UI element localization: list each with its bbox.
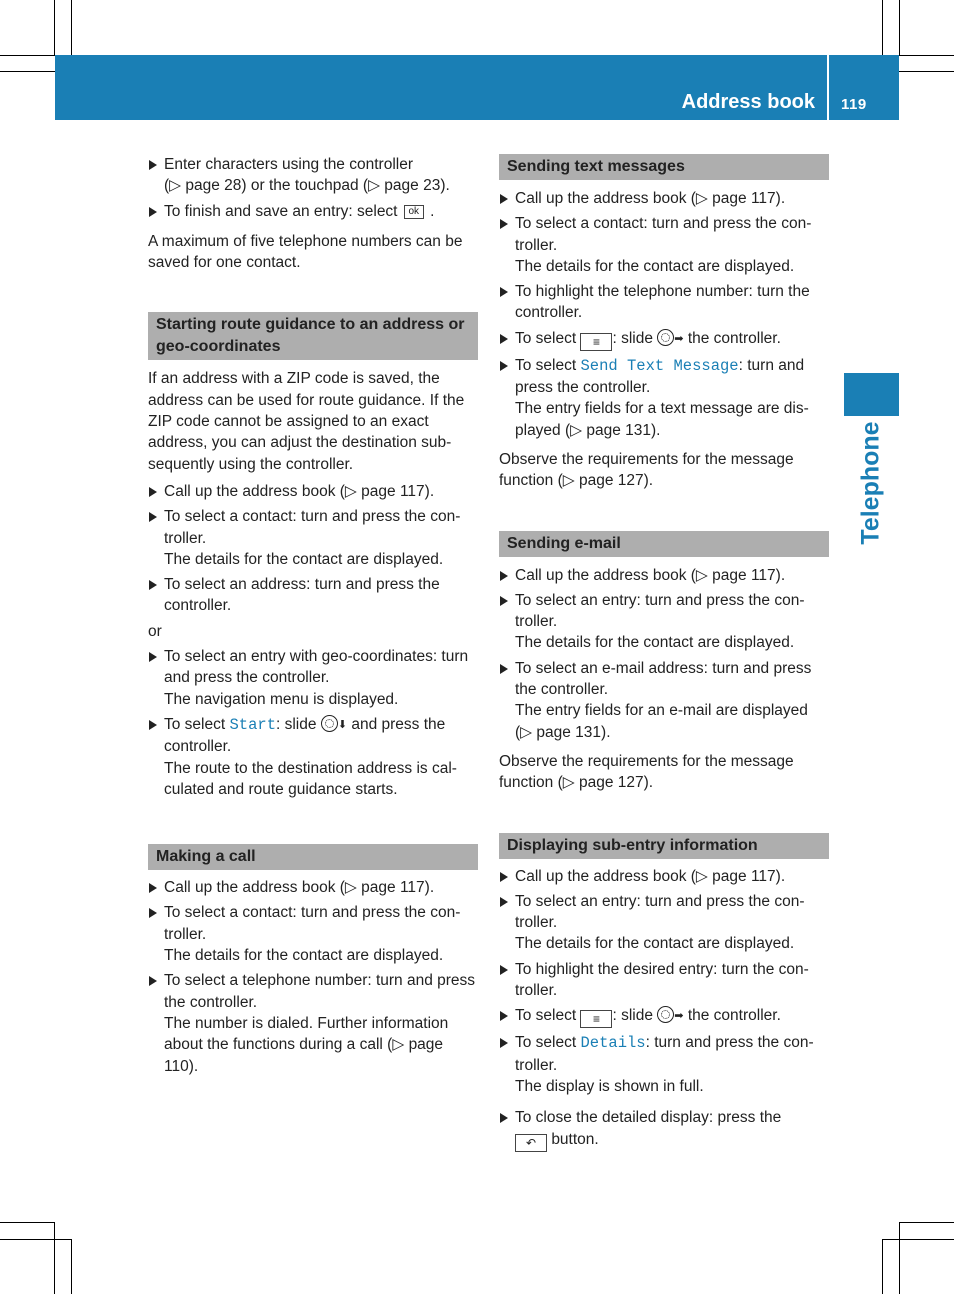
controller-icon [321, 715, 338, 732]
step-text: To highlight the desired entry: turn the con-troller. [515, 960, 809, 1000]
step-text: To select a contact: turn and press the con-troller. [164, 508, 461, 547]
right-column [499, 154, 829, 1152]
list-item [499, 188, 829, 209]
bullet-arrow-icon [500, 872, 508, 882]
page-header [55, 55, 899, 120]
list-item [148, 574, 478, 617]
crop-mark [0, 1239, 71, 1240]
step-text: : slide [612, 329, 653, 347]
list-item [148, 201, 478, 222]
paragraph: A maximum of five telephone numbers can be saved for one contact. [148, 232, 463, 272]
list-item [148, 481, 478, 502]
step-text: To select an e-mail address: turn and press the controller. [515, 659, 812, 699]
step-text: Call up the address book (▷ page 117). [515, 867, 786, 885]
list-item [148, 902, 478, 966]
list-item [499, 891, 829, 955]
menu-item-code: Details [580, 1034, 646, 1053]
section-heading: Sending text messages [499, 154, 829, 180]
list-item [499, 866, 829, 887]
step-text: To select [515, 356, 577, 374]
bullet-arrow-icon [149, 720, 157, 730]
step-text: To select a contact: turn and press the con-troller. [515, 215, 812, 254]
bullet-arrow-icon [500, 194, 508, 204]
bullet-arrow-icon [500, 596, 508, 606]
ok-key-icon: ok [404, 205, 425, 219]
step-text: . [430, 202, 435, 220]
step-text: To select [515, 329, 577, 347]
step-text: To select an entry: turn and press the con-troller. [515, 591, 805, 631]
step-text: To close the detailed display: press the [515, 1109, 782, 1127]
crop-mark [899, 71, 954, 72]
crop-mark [0, 71, 55, 72]
step-subtext: The route to the destination address is cal-culated and route guidance starts. [164, 759, 457, 798]
bullet-arrow-icon [500, 219, 508, 229]
crop-mark [71, 0, 72, 55]
step-subtext: (▷ page 28) or the touchpad (▷ page 23). [164, 177, 450, 195]
list-item [499, 1032, 829, 1097]
crop-mark [54, 1222, 55, 1294]
bullet-arrow-icon [149, 976, 157, 986]
step-text: To select an entry: turn and press the con-troller. [515, 892, 805, 932]
list-item [148, 646, 478, 710]
step-text: To select [164, 715, 226, 733]
step-subtext: The entry fields for an e-mail are displayed (▷ page 131). [515, 702, 808, 741]
crop-mark [0, 1222, 55, 1223]
step-text: button. [551, 1130, 599, 1148]
crop-mark [882, 0, 883, 55]
bullet-arrow-icon [500, 664, 508, 674]
crop-mark [882, 1239, 954, 1240]
list-item [499, 590, 829, 654]
section-heading: Starting route guidance to an address or geo-coordinates [148, 312, 478, 360]
step-text: the controller. [687, 329, 781, 347]
list-item [499, 355, 829, 441]
step-text: Call up the address book (▷ page 117). [164, 879, 435, 897]
section-heading: Sending e-mail [499, 531, 829, 557]
menu-item-code: Start [229, 715, 276, 734]
side-tab-label: Telephone [856, 421, 885, 545]
page-number: 119 [841, 96, 867, 113]
list-item [499, 281, 829, 324]
step-text: To select [515, 1034, 577, 1052]
bullet-arrow-icon [500, 571, 508, 581]
controller-icon [657, 1006, 674, 1023]
bullet-arrow-icon [149, 883, 157, 893]
bullet-arrow-icon [500, 897, 508, 907]
step-subtext: The details for the contact are displayed. [515, 634, 795, 652]
list-item [148, 877, 478, 898]
crop-mark [899, 0, 900, 55]
side-tab [844, 373, 899, 416]
step-text: To select an address: turn and press the controller. [164, 576, 440, 615]
list-item [499, 959, 829, 1002]
menu-item-code: Send Text Message [580, 356, 739, 375]
crop-mark [71, 1239, 72, 1294]
bullet-arrow-icon [149, 580, 157, 590]
step-text: Call up the address book (▷ page 117). [515, 190, 786, 207]
step-subtext: The number is dialed. Further information about the functions during a call (▷ page 110). [164, 1014, 449, 1075]
controller-icon [657, 329, 674, 346]
paragraph: Observe the requirements for the message function (▷ page 127). [499, 752, 794, 792]
step-text: To select [515, 1007, 577, 1025]
step-text: and press the controller. [164, 715, 446, 756]
step-text: To select an entry with geo-coordinates: turn and press the controller. [164, 648, 469, 687]
list-item [499, 328, 829, 351]
bullet-arrow-icon [149, 652, 157, 662]
step-text: Call up the address book (▷ page 117). [164, 482, 435, 500]
step-text: To select a telephone number: turn and press the controller. [164, 972, 476, 1011]
step-subtext: The details for the contact are displayed. [164, 550, 444, 568]
step-text: To select a contact: turn and press the con-troller. [164, 904, 461, 943]
section-heading: Making a call [148, 844, 478, 870]
bullet-arrow-icon [149, 160, 157, 170]
step-text: Call up the address book (▷ page 117). [515, 566, 786, 584]
crop-mark [882, 1239, 883, 1294]
step-text: To highlight the telephone number: turn the controller. [515, 283, 810, 322]
step-subtext: The details for the contact are displayed. [164, 947, 444, 965]
or-text: or [148, 622, 162, 640]
list-item [148, 506, 478, 570]
list-item [499, 658, 829, 743]
list-item [148, 714, 478, 800]
arrow-right-icon: ➡ [674, 332, 684, 345]
phonebook-key-icon: ≡ [580, 1010, 612, 1028]
crop-mark [899, 1222, 954, 1223]
bullet-arrow-icon [500, 334, 508, 344]
arrow-down-icon: ⬇ [337, 718, 348, 731]
step-text: Enter characters using the controller [164, 156, 413, 173]
step-text: the controller. [687, 1007, 781, 1025]
crop-mark [899, 1222, 900, 1294]
step-text: : slide [612, 1007, 653, 1025]
list-item [499, 1107, 829, 1151]
step-subtext: The entry fields for a text message are dis-played (▷ page 131). [515, 400, 809, 439]
list-item [148, 154, 478, 197]
bullet-arrow-icon [500, 1113, 508, 1123]
paragraph: If an address with a ZIP code is saved, the address can be used for route guidance. If the ZIP code cannot be assigned to an exact address, you can adjust the destination sub-sequently using the controller. [148, 370, 465, 473]
bullet-arrow-icon [500, 965, 508, 975]
bullet-arrow-icon [500, 1011, 508, 1021]
section-title: Address book [681, 91, 815, 113]
crop-mark [54, 0, 55, 55]
phonebook-key-icon: ≡ [580, 333, 612, 351]
left-column [148, 154, 478, 1077]
step-subtext: The details for the contact are displayed. [515, 935, 795, 953]
bullet-arrow-icon [149, 207, 157, 217]
crop-mark [0, 55, 55, 56]
bullet-arrow-icon [500, 361, 508, 371]
back-button-icon: ↶ [515, 1134, 547, 1152]
bullet-arrow-icon [149, 908, 157, 918]
list-item [499, 213, 829, 277]
bullet-arrow-icon [149, 487, 157, 497]
header-divider [827, 55, 829, 120]
step-text: : turn and press the controller. [515, 356, 805, 397]
bullet-arrow-icon [149, 512, 157, 522]
paragraph: Observe the requirements for the message function (▷ page 127). [499, 450, 794, 490]
step-text: : slide [276, 715, 317, 733]
step-text: : turn and press the con-troller. [515, 1034, 814, 1074]
list-item [499, 565, 829, 586]
step-subtext: The details for the contact are displayed. [515, 257, 795, 275]
bullet-arrow-icon [500, 1038, 508, 1048]
step-subtext: The navigation menu is displayed. [164, 690, 399, 708]
list-item [499, 1005, 829, 1028]
crop-mark [899, 55, 954, 56]
step-text: To finish and save an entry: select [164, 202, 398, 220]
list-item [148, 970, 478, 1076]
section-heading: Displaying sub-entry information [499, 833, 829, 859]
arrow-right-icon: ➡ [674, 1010, 684, 1023]
step-subtext: The display is shown in full. [515, 1077, 704, 1095]
bullet-arrow-icon [500, 287, 508, 297]
